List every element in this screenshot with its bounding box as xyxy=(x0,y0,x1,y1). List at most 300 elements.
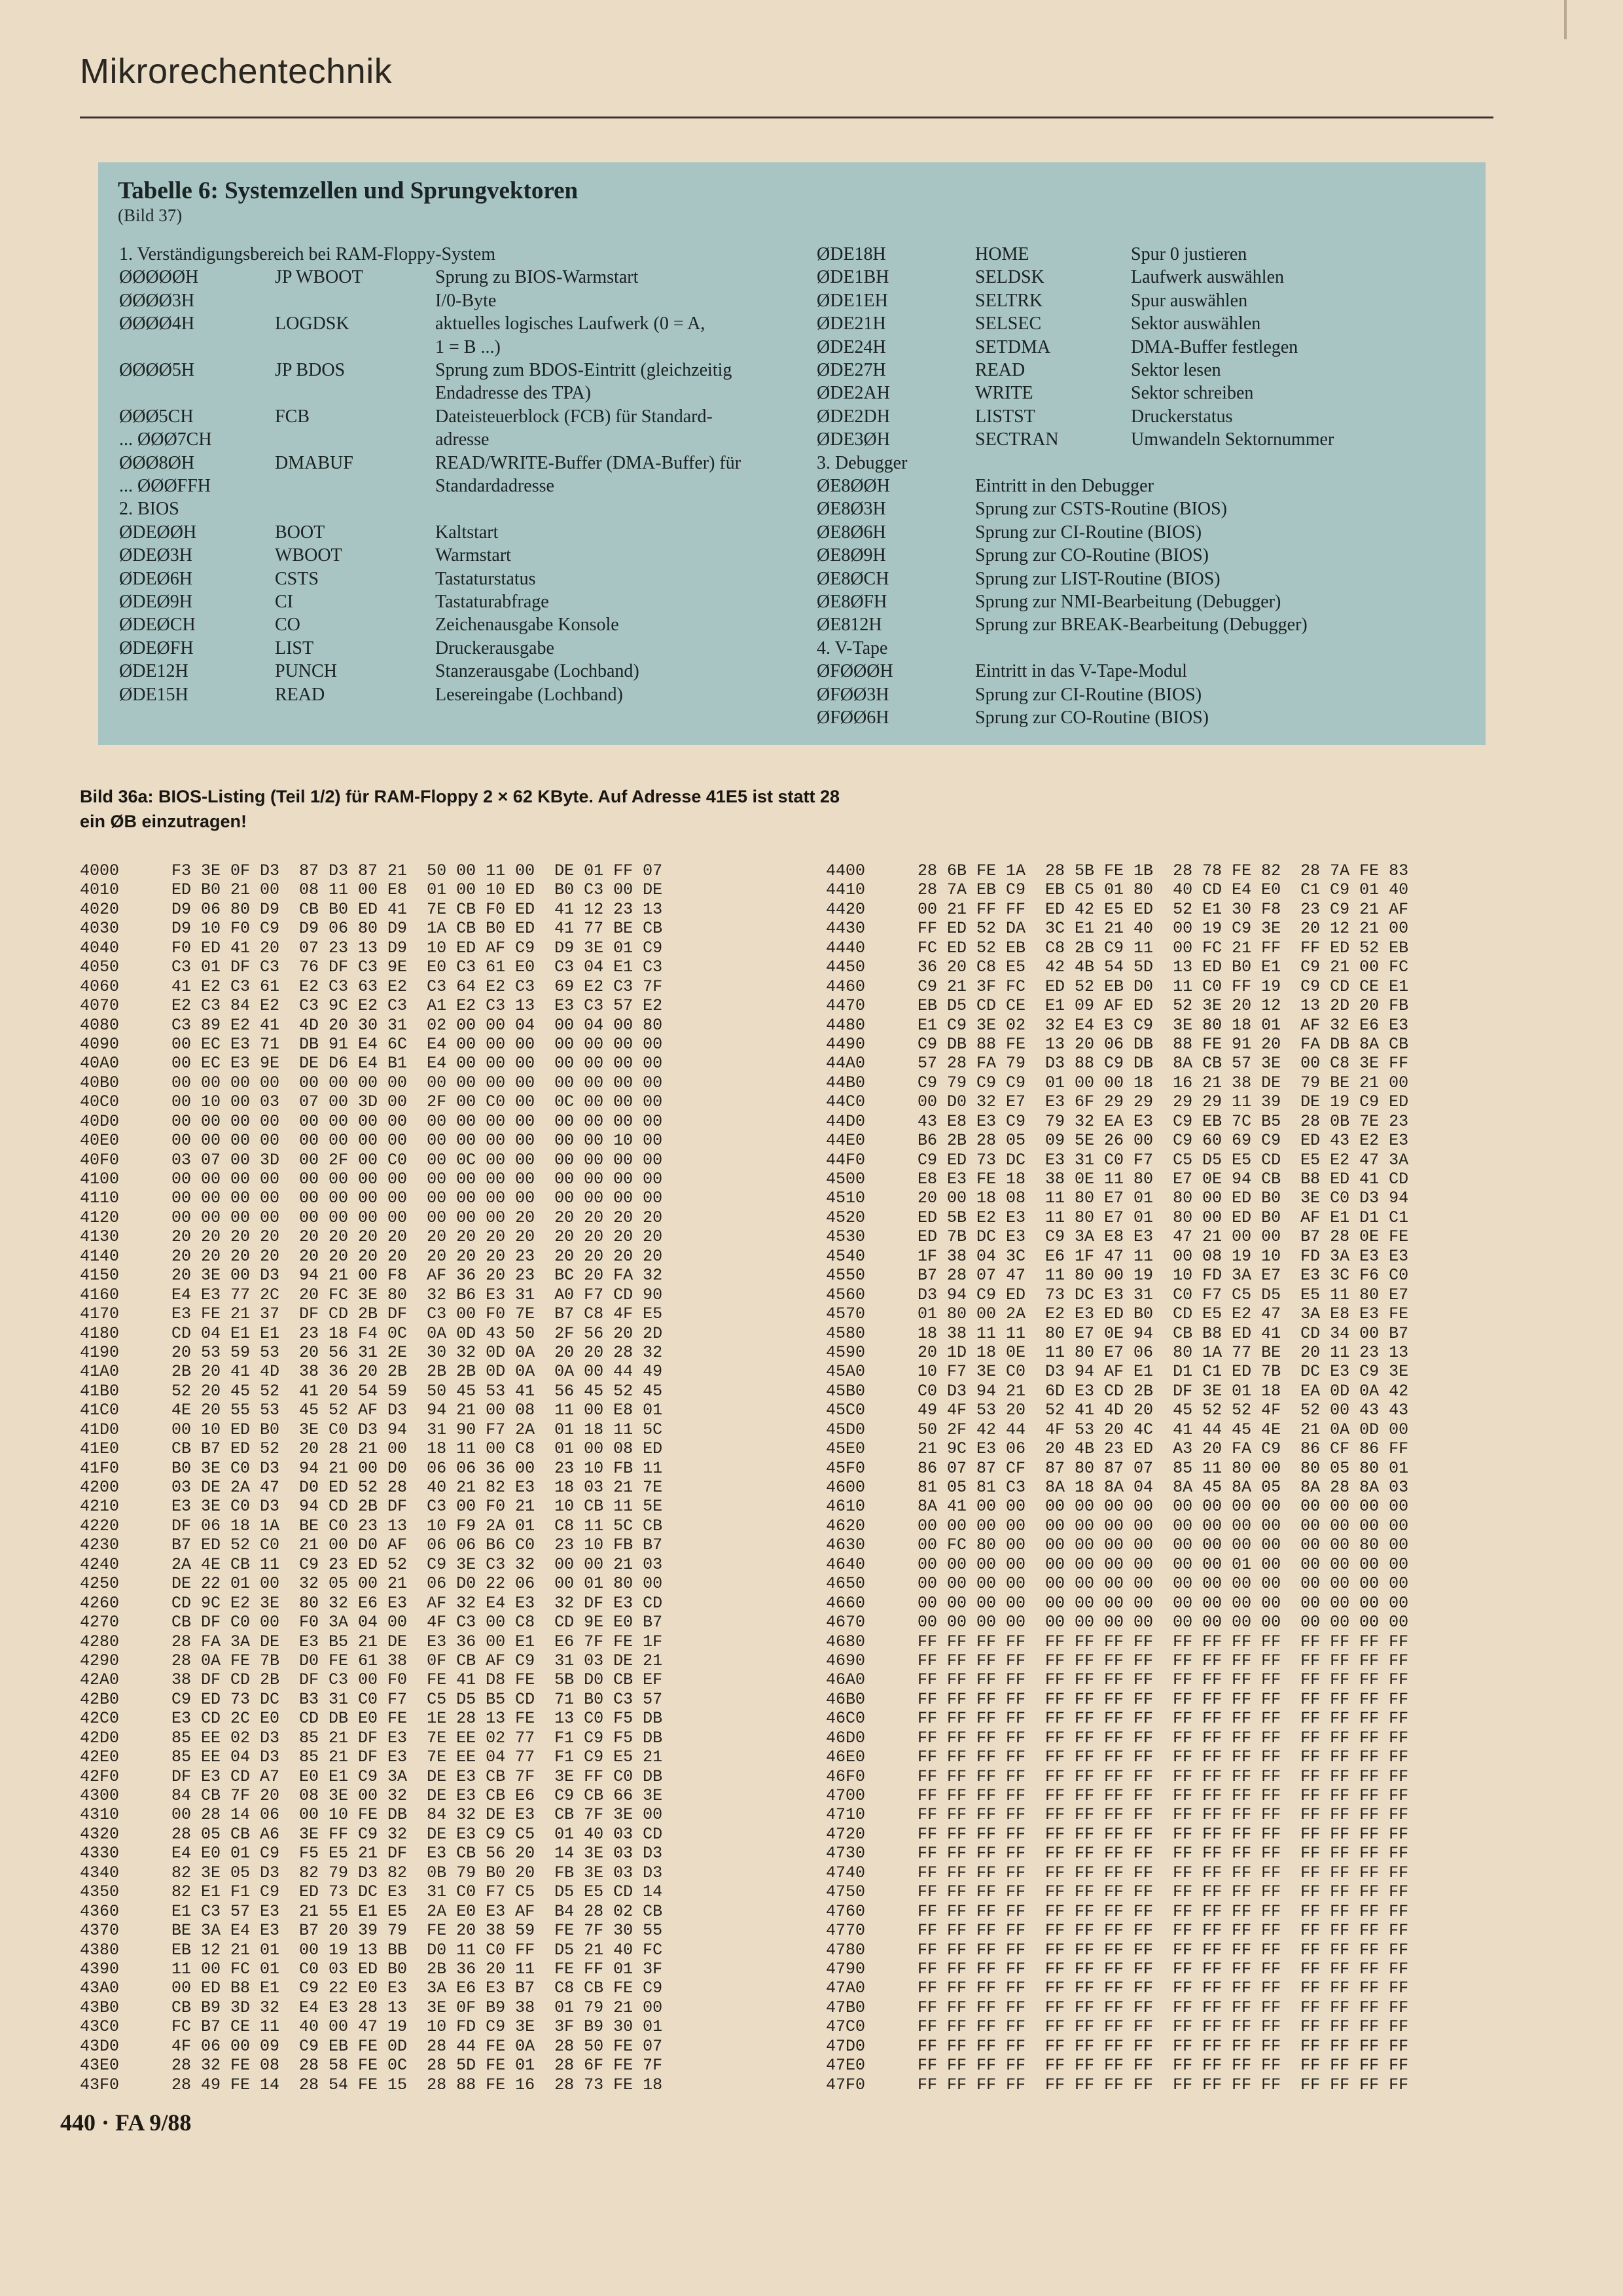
listing-address: 43D0 xyxy=(80,2036,120,2056)
table-cell-addr: 2. BIOS xyxy=(119,499,179,520)
listing-address: 4030 xyxy=(80,919,120,939)
listing-line xyxy=(826,1382,1408,1401)
table-cell-addr: ØØØ8ØH xyxy=(119,452,195,473)
listing-address: 46F0 xyxy=(826,1767,866,1786)
system-cells-table xyxy=(98,162,1486,745)
listing-line xyxy=(826,1208,1408,1227)
listing-address: 4200 xyxy=(80,1478,120,1497)
listing-bytes: E3 CD 2C E0 CD DB E0 FE 1E 28 13 FE 13 C0 F5 DB xyxy=(171,1709,663,1729)
table-cell-addr: ØØØ5CH xyxy=(119,406,194,427)
listing-address: 4490 xyxy=(826,1034,866,1054)
table-cell-addr: 3. Debugger xyxy=(817,452,908,473)
listing-line xyxy=(826,1690,1408,1709)
hex-listing-left xyxy=(80,861,662,2094)
listing-address: 45E0 xyxy=(826,1439,866,1459)
table-cell-addr: ØDE12H xyxy=(119,661,188,682)
table-cell-label: LISTST xyxy=(975,406,1035,427)
listing-bytes: 11 00 FC 01 C0 03 ED B0 2B 36 20 11 FE FF 01 3F xyxy=(171,1959,663,1979)
listing-address: 4130 xyxy=(80,1227,120,1247)
table-title: Tabelle 6: Systemzellen und Sprungvektoren xyxy=(118,177,579,204)
listing-address: 45F0 xyxy=(826,1458,866,1478)
listing-address: 4730 xyxy=(826,1844,866,1863)
listing-bytes: 03 DE 2A 47 D0 ED 52 28 40 21 82 E3 18 03 21 7E xyxy=(171,1478,663,1497)
listing-line xyxy=(826,1170,1408,1189)
table-cell-desc: Endadresse des TPA) xyxy=(435,383,591,404)
table-cell-addr: ØDE21H xyxy=(817,314,886,334)
listing-line xyxy=(80,1151,662,1170)
listing-bytes: B0 3E C0 D3 94 21 00 D0 06 06 36 00 23 10 FB 11 xyxy=(171,1458,663,1478)
table-cell-label: LIST xyxy=(275,637,314,658)
listing-address: 4780 xyxy=(826,1940,866,1960)
listing-address: 4640 xyxy=(826,1554,866,1574)
listing-bytes: C0 D3 94 21 6D E3 CD 2B DF 3E 01 18 EA 0D 0A 42 xyxy=(918,1381,1409,1401)
listing-line xyxy=(80,1285,662,1304)
listing-line xyxy=(80,1979,662,1998)
listing-line xyxy=(80,1439,662,1458)
listing-line xyxy=(80,1497,662,1516)
listing-address: 4610 xyxy=(826,1497,866,1516)
listing-bytes: FF FF FF FF FF FF FF FF FF FF FF FF FF FF FF FF xyxy=(918,1651,1409,1670)
listing-bytes: C9 79 C9 C9 01 00 00 18 16 21 38 DE 79 BE 21 00 xyxy=(918,1073,1409,1092)
table-cell-label: Sprung zur CO-Routine (BIOS) xyxy=(975,708,1209,728)
listing-bytes: B6 2B 28 05 09 5E 26 00 C9 60 69 C9 ED 43 E2 E3 xyxy=(918,1131,1409,1151)
table-cell-addr: ØE8ØFH xyxy=(817,592,887,612)
listing-address: 43F0 xyxy=(80,2075,120,2094)
table-cell-addr: 4. V-Tape xyxy=(817,637,888,658)
table-cell-desc: Sektor lesen xyxy=(1131,360,1221,380)
listing-line xyxy=(826,1670,1408,1689)
listing-address: 44F0 xyxy=(826,1150,866,1170)
listing-bytes: 00 D0 32 E7 E3 6F 29 29 29 29 11 39 DE 19 C9 ED xyxy=(918,1092,1409,1112)
listing-bytes: 28 05 CB A6 3E FF C9 32 DE E3 C9 C5 01 40 03 CD xyxy=(171,1824,663,1844)
listing-address: 4300 xyxy=(80,1786,120,1805)
listing-line xyxy=(826,1439,1408,1458)
listing-bytes: FF FF FF FF FF FF FF FF FF FF FF FF FF FF FF FF xyxy=(918,1940,1409,1960)
listing-bytes: FF FF FF FF FF FF FF FF FF FF FF FF FF FF FF FF xyxy=(918,1824,1409,1844)
hex-listing-right xyxy=(826,861,1408,2094)
listing-bytes: 00 21 FF FF ED 42 E5 ED 52 E1 30 F8 23 C9 21 AF xyxy=(918,899,1409,919)
listing-bytes: 00 00 00 00 00 00 00 00 00 00 00 00 00 00 00 00 xyxy=(918,1574,1409,1594)
listing-address: 4320 xyxy=(80,1824,120,1844)
listing-address: 4430 xyxy=(826,919,866,939)
listing-line xyxy=(826,1535,1408,1554)
listing-line xyxy=(80,1227,662,1246)
table-cell-addr: 1. Verständigungsbereich bei RAM-Floppy-System xyxy=(119,244,495,264)
listing-bytes: 20 3E 00 D3 94 21 00 F8 AF 36 20 23 BC 20 FA 32 xyxy=(171,1266,663,1285)
listing-bytes: 43 E8 E3 C9 79 32 EA E3 C9 EB 7C B5 28 0B 7E 23 xyxy=(918,1111,1409,1131)
table-cell-label: Sprung zur CI-Routine (BIOS) xyxy=(975,684,1202,705)
table-cell-desc: Standardadresse xyxy=(435,476,554,496)
listing-line xyxy=(80,1825,662,1844)
listing-address: 4620 xyxy=(826,1516,866,1535)
listing-address: 4440 xyxy=(826,938,866,958)
listing-bytes: 00 00 00 00 00 00 00 00 00 00 00 00 00 00 00 00 xyxy=(171,1189,663,1208)
table-cell-addr: ØFØØ6H xyxy=(817,708,889,728)
listing-bytes: FF FF FF FF FF FF FF FF FF FF FF FF FF FF FF FF xyxy=(918,1786,1409,1805)
listing-line xyxy=(80,1594,662,1613)
listing-bytes: 00 00 00 00 00 00 00 00 00 00 00 00 00 00 00 00 xyxy=(171,1170,663,1189)
listing-bytes: 28 6B FE 1A 28 5B FE 1B 28 78 FE 82 28 7A FE 83 xyxy=(918,861,1409,880)
listing-address: 4070 xyxy=(80,996,120,1016)
listing-bytes: 38 DF CD 2B DF C3 00 F0 FE 41 D8 FE 5B D0 CB EF xyxy=(171,1670,663,1690)
listing-line xyxy=(826,1748,1408,1767)
listing-bytes: FC ED 52 EB C8 2B C9 11 00 FC 21 FF FF ED 52 EB xyxy=(918,938,1409,958)
listing-line xyxy=(826,1941,1408,1960)
listing-line xyxy=(80,1555,662,1574)
listing-bytes: 82 3E 05 D3 82 79 D3 82 0B 79 B0 20 FB 3E 03 D3 xyxy=(171,1863,663,1882)
listing-line xyxy=(826,1844,1408,1863)
table-cell-addr: ØDEØ6H xyxy=(119,568,192,589)
listing-address: 4790 xyxy=(826,1959,866,1979)
listing-address: 4690 xyxy=(826,1651,866,1670)
listing-bytes: CB B9 3D 32 E4 E3 28 13 3E 0F B9 38 01 79 21 00 xyxy=(171,1998,663,2017)
listing-bytes: D9 10 F0 C9 D9 06 80 D9 1A CB B0 ED 41 77 BE CB xyxy=(171,919,663,939)
listing-bytes: 00 00 00 00 00 00 00 00 00 00 00 00 00 00 00 00 xyxy=(171,1073,663,1092)
table-cell-addr: ØFØØ3H xyxy=(817,684,889,705)
table-cell-addr: ØØØØ3H xyxy=(119,290,195,311)
listing-line xyxy=(80,900,662,919)
table-cell-label: LOGDSK xyxy=(275,314,349,334)
listing-line xyxy=(80,1343,662,1362)
listing-bytes: D3 94 C9 ED 73 DC E3 31 C0 F7 C5 D5 E5 11 80 E7 xyxy=(918,1285,1409,1304)
listing-address: 47F0 xyxy=(826,2075,866,2094)
table-cell-desc: Tastaturabfrage xyxy=(435,592,549,612)
listing-bytes: 00 10 ED B0 3E C0 D3 94 31 90 F7 2A 01 18 11 5C xyxy=(171,1420,663,1439)
listing-line xyxy=(826,1729,1408,1748)
table-cell-label: SELTRK xyxy=(975,290,1043,311)
listing-line xyxy=(80,958,662,977)
listing-line xyxy=(826,1073,1408,1092)
listing-address: 4120 xyxy=(80,1208,120,1227)
listing-line xyxy=(826,1921,1408,1940)
listing-line xyxy=(80,1805,662,1824)
table-cell-label: JP WBOOT xyxy=(275,267,363,288)
listing-bytes: 28 49 FE 14 28 54 FE 15 28 88 FE 16 28 73 FE 18 xyxy=(171,2075,663,2094)
listing-bytes: 10 F7 3E C0 D3 94 AF E1 D1 C1 ED 7B DC E3 C9 3E xyxy=(918,1362,1409,1382)
listing-bytes: FF FF FF FF FF FF FF FF FF FF FF FF FF FF FF FF xyxy=(918,2075,1409,2094)
listing-address: 4020 xyxy=(80,899,120,919)
listing-address: 42E0 xyxy=(80,1748,120,1767)
listing-line xyxy=(80,861,662,880)
listing-address: 4680 xyxy=(826,1632,866,1651)
listing-line xyxy=(826,1613,1408,1632)
listing-address: 46B0 xyxy=(826,1689,866,1709)
listing-bytes: 28 FA 3A DE E3 B5 21 DE E3 36 00 E1 E6 7F FE 1F xyxy=(171,1632,663,1651)
listing-bytes: F0 ED 41 20 07 23 13 D9 10 ED AF C9 D9 3E 01 C9 xyxy=(171,938,663,958)
table-cell-addr: ØDE27H xyxy=(817,360,886,380)
listing-bytes: FF FF FF FF FF FF FF FF FF FF FF FF FF FF FF FF xyxy=(918,1921,1409,1941)
listing-address: 4410 xyxy=(826,880,866,900)
listing-bytes: FF FF FF FF FF FF FF FF FF FF FF FF FF FF FF FF xyxy=(918,2036,1409,2056)
listing-address: 4000 xyxy=(80,861,120,880)
table-cell-label: SETDMA xyxy=(975,336,1051,357)
listing-bytes: DF 06 18 1A BE C0 23 13 10 F9 2A 01 C8 11 5C CB xyxy=(171,1516,663,1535)
listing-line xyxy=(826,861,1408,880)
listing-line xyxy=(80,919,662,938)
table-cell-label: Sprung zur CO-Routine (BIOS) xyxy=(975,545,1209,566)
listing-line xyxy=(826,1805,1408,1824)
listing-line xyxy=(80,2075,662,2094)
listing-address: 42F0 xyxy=(80,1767,120,1786)
listing-line xyxy=(80,1882,662,1901)
listing-address: 47E0 xyxy=(826,2056,866,2075)
listing-line xyxy=(80,1382,662,1401)
listing-address: 40F0 xyxy=(80,1150,120,1170)
listing-bytes: B7 28 07 47 11 80 00 19 10 FD 3A E7 E3 3C F6 C0 xyxy=(918,1266,1409,1285)
table-cell-desc: Sektor schreiben xyxy=(1131,383,1254,404)
listing-line xyxy=(826,977,1408,996)
table-cell-addr: ØDE2AH xyxy=(817,383,890,404)
listing-line xyxy=(80,1670,662,1689)
listing-bytes: FF FF FF FF FF FF FF FF FF FF FF FF FF FF FF FF xyxy=(918,1882,1409,1902)
listing-address: 4630 xyxy=(826,1535,866,1555)
listing-bytes: FF FF FF FF FF FF FF FF FF FF FF FF FF FF FF FF xyxy=(918,1863,1409,1882)
listing-address: 4530 xyxy=(826,1227,866,1247)
listing-address: 4170 xyxy=(80,1304,120,1324)
listing-address: 4110 xyxy=(80,1189,120,1208)
listing-address: 46A0 xyxy=(826,1670,866,1690)
listing-address: 47B0 xyxy=(826,1998,866,2017)
table-cell-desc: 1 = B ...) xyxy=(435,336,501,357)
listing-line xyxy=(80,1651,662,1670)
header-rule xyxy=(80,117,1493,118)
listing-line xyxy=(80,1478,662,1497)
listing-line xyxy=(826,1054,1408,1073)
table-cell-desc: Tastaturstatus xyxy=(435,568,536,589)
listing-line xyxy=(80,1131,662,1150)
listing-address: 4560 xyxy=(826,1285,866,1304)
listing-bytes: E1 C9 3E 02 32 E4 E3 C9 3E 80 18 01 AF 32 E6 E3 xyxy=(918,1015,1409,1035)
listing-line xyxy=(826,958,1408,977)
table-cell-label: FCB xyxy=(275,406,310,427)
table-cell-addr: ØØØØ4H xyxy=(119,314,195,334)
listing-line xyxy=(826,1767,1408,1786)
listing-line xyxy=(80,1401,662,1420)
listing-address: 4670 xyxy=(826,1613,866,1632)
table-cell-desc: Stanzerausgabe (Lochband) xyxy=(435,661,639,682)
listing-bytes: 00 00 00 00 00 00 00 00 00 00 01 00 00 00 00 00 xyxy=(918,1554,1409,1574)
listing-bytes: 2B 20 41 4D 38 36 20 2B 2B 2B 0D 0A 0A 00 44 49 xyxy=(171,1362,663,1382)
listing-bytes: FF FF FF FF FF FF FF FF FF FF FF FF FF FF FF FF xyxy=(918,1844,1409,1863)
table-cell-addr: ØDEØØH xyxy=(119,522,197,543)
listing-bytes: C9 ED 73 DC E3 31 C0 F7 C5 D5 E5 CD E5 E2 47 3A xyxy=(918,1150,1409,1170)
listing-line xyxy=(826,1401,1408,1420)
listing-line xyxy=(826,1362,1408,1381)
listing-bytes: 52 20 45 52 41 20 54 59 50 45 53 41 56 45 52 45 xyxy=(171,1381,663,1401)
listing-address: 4770 xyxy=(826,1921,866,1941)
listing-address: 4510 xyxy=(826,1189,866,1208)
listing-line xyxy=(826,1324,1408,1343)
listing-bytes: FF FF FF FF FF FF FF FF FF FF FF FF FF FF FF FF xyxy=(918,1728,1409,1748)
listing-line xyxy=(80,1632,662,1651)
listing-line xyxy=(80,1170,662,1189)
listing-line xyxy=(826,1092,1408,1111)
listing-address: 40A0 xyxy=(80,1054,120,1073)
listing-address: 4650 xyxy=(826,1574,866,1594)
listing-line xyxy=(80,1690,662,1709)
table-cell-label: DMABUF xyxy=(275,452,353,473)
listing-line xyxy=(826,1343,1408,1362)
listing-bytes: CD 04 E1 E1 23 18 F4 0C 0A 0D 43 50 2F 56 20 2D xyxy=(171,1323,663,1343)
table-cell-addr: ØDEØ9H xyxy=(119,592,192,612)
listing-bytes: C3 01 DF C3 76 DF C3 9E E0 C3 61 E0 C3 04 E1 C3 xyxy=(171,958,663,977)
listing-address: 4350 xyxy=(80,1882,120,1902)
listing-address: 41D0 xyxy=(80,1420,120,1439)
table-cell-desc: Sprung zum BDOS-Eintritt (gleichzeitig xyxy=(435,360,732,380)
listing-line xyxy=(80,1998,662,2017)
listing-line xyxy=(80,1709,662,1728)
listing-address: 4540 xyxy=(826,1246,866,1266)
listing-bytes: 00 00 00 00 00 00 00 00 00 00 00 00 00 00 00 00 xyxy=(918,1613,1409,1632)
listing-line xyxy=(826,1478,1408,1497)
table-cell-desc: Sektor auswählen xyxy=(1131,314,1261,334)
listing-bytes: E1 C3 57 E3 21 55 E1 E5 2A E0 E3 AF B4 28 02 CB xyxy=(171,1901,663,1921)
listing-address: 42A0 xyxy=(80,1670,120,1690)
listing-bytes: FF FF FF FF FF FF FF FF FF FF FF FF FF FF FF FF xyxy=(918,1689,1409,1709)
listing-address: 4760 xyxy=(826,1901,866,1921)
listing-bytes: 00 FC 80 00 00 00 00 00 00 00 00 00 00 00 80 00 xyxy=(918,1535,1409,1555)
listing-address: 4090 xyxy=(80,1034,120,1054)
listing-line xyxy=(826,1998,1408,2017)
listing-bytes: 01 80 00 2A E2 E3 ED B0 CD E5 E2 47 3A E8 E3 FE xyxy=(918,1304,1409,1324)
listing-line xyxy=(80,1516,662,1535)
listing-address: 42C0 xyxy=(80,1709,120,1729)
listing-line xyxy=(80,1073,662,1092)
listing-address: 4220 xyxy=(80,1516,120,1535)
listing-address: 41A0 xyxy=(80,1362,120,1382)
listing-line xyxy=(826,900,1408,919)
table-cell-addr: ØE8Ø6H xyxy=(817,522,886,543)
listing-address: 41E0 xyxy=(80,1439,120,1459)
listing-line xyxy=(80,1535,662,1554)
listing-address: 4310 xyxy=(80,1805,120,1825)
listing-bytes: 84 CB 7F 20 08 3E 00 32 DE E3 CB E6 C9 CB 66 3E xyxy=(171,1786,663,1805)
listing-line xyxy=(80,880,662,899)
listing-line xyxy=(826,1420,1408,1439)
table-cell-desc: Kaltstart xyxy=(435,522,499,543)
listing-address: 4740 xyxy=(826,1863,866,1882)
listing-line xyxy=(80,1324,662,1343)
listing-line xyxy=(826,1516,1408,1535)
listing-line xyxy=(826,1227,1408,1246)
listing-line xyxy=(826,1786,1408,1805)
listing-bytes: 4F 06 00 09 C9 EB FE 0D 28 44 FE 0A 28 50 FE 07 xyxy=(171,2036,663,2056)
listing-line xyxy=(826,939,1408,958)
table-cell-label: Eintritt in das V-Tape-Modul xyxy=(975,661,1187,682)
listing-line xyxy=(80,1016,662,1035)
listing-bytes: 20 20 20 20 20 20 20 20 20 20 20 23 20 20 20 20 xyxy=(171,1246,663,1266)
listing-address: 44D0 xyxy=(826,1111,866,1131)
listing-bytes: FF FF FF FF FF FF FF FF FF FF FF FF FF FF FF FF xyxy=(918,1901,1409,1921)
listing-bytes: D9 06 80 D9 CB B0 ED 41 7E CB F0 ED 41 12 23 13 xyxy=(171,899,663,919)
table-cell-addr: ØDE15H xyxy=(119,684,188,705)
listing-address: 46E0 xyxy=(826,1748,866,1767)
listing-address: 44C0 xyxy=(826,1092,866,1112)
listing-bytes: 50 2F 42 44 4F 53 20 4C 41 44 45 4E 21 0A 0D 00 xyxy=(918,1420,1409,1439)
listing-bytes: EB 12 21 01 00 19 13 BB D0 11 C0 FF D5 21 40 FC xyxy=(171,1940,663,1960)
listing-address: 45C0 xyxy=(826,1401,866,1420)
listing-line xyxy=(826,1459,1408,1478)
table-cell-desc: I/0-Byte xyxy=(435,290,497,311)
listing-line xyxy=(80,1863,662,1882)
listing-line xyxy=(826,996,1408,1015)
listing-line xyxy=(826,2037,1408,2056)
table-cell-addr: ØE8Ø3H xyxy=(817,499,886,520)
listing-address: 4050 xyxy=(80,958,120,977)
listing-address: 4190 xyxy=(80,1342,120,1362)
listing-address: 4210 xyxy=(80,1497,120,1516)
listing-address: 4080 xyxy=(80,1015,120,1035)
table-cell-desc: Druckerstatus xyxy=(1131,406,1233,427)
table-cell-addr: ØDE1EH xyxy=(817,290,888,311)
table-subtitle: (Bild 37) xyxy=(118,206,183,225)
table-cell-label: JP BDOS xyxy=(275,360,346,380)
table-cell-addr: ØDE2DH xyxy=(817,406,890,427)
listing-address: 4390 xyxy=(80,1959,120,1979)
listing-address: 44B0 xyxy=(826,1073,866,1092)
listing-address: 4660 xyxy=(826,1593,866,1613)
listing-line xyxy=(826,1016,1408,1035)
listing-address: 40C0 xyxy=(80,1092,120,1112)
listing-address: 4040 xyxy=(80,938,120,958)
listing-bytes: EB D5 CD CE E1 09 AF ED 52 3E 20 12 13 2D 20 FB xyxy=(918,996,1409,1016)
listing-line xyxy=(80,939,662,958)
table-cell-desc: Lesereingabe (Lochband) xyxy=(435,684,623,705)
listing-line xyxy=(80,2017,662,2036)
listing-bytes: FF FF FF FF FF FF FF FF FF FF FF FF FF FF FF FF xyxy=(918,1959,1409,1979)
listing-address: 47A0 xyxy=(826,1979,866,1998)
listing-line xyxy=(826,2056,1408,2075)
listing-address: 46C0 xyxy=(826,1709,866,1729)
listing-bytes: C9 21 3F FC ED 52 EB D0 11 C0 FF 19 C9 CD CE E1 xyxy=(918,977,1409,996)
listing-bytes: 00 10 00 03 07 00 3D 00 2F 00 C0 00 0C 00 00 00 xyxy=(171,1092,663,1112)
listing-address: 4340 xyxy=(80,1863,120,1882)
listing-address: 4480 xyxy=(826,1015,866,1035)
listing-bytes: 36 20 C8 E5 42 4B 54 5D 13 ED B0 E1 C9 21 00 FC xyxy=(918,958,1409,977)
listing-address: 40B0 xyxy=(80,1073,120,1092)
table-cell-label: Sprung zur NMI-Bearbeitung (Debugger) xyxy=(975,592,1281,612)
table-cell-desc: Laufwerk auswählen xyxy=(1131,267,1285,288)
listing-line xyxy=(80,1921,662,1940)
listing-address: 4590 xyxy=(826,1342,866,1362)
listing-address: 4710 xyxy=(826,1805,866,1825)
listing-bytes: CD 9C E2 3E 80 32 E6 E3 AF 32 E4 E3 32 DF E3 CD xyxy=(171,1593,663,1613)
listing-bytes: 00 00 00 00 00 00 00 00 00 00 00 00 00 00 00 00 xyxy=(918,1593,1409,1613)
listing-bytes: ED 7B DC E3 C9 3A E8 E3 47 21 00 00 B7 28 0E FE xyxy=(918,1227,1409,1247)
listing-bytes: 20 00 18 08 11 80 E7 01 80 00 ED B0 3E C0 D3 94 xyxy=(918,1189,1409,1208)
listing-address: 4580 xyxy=(826,1323,866,1343)
listing-bytes: 4E 20 55 53 45 52 AF D3 94 21 00 08 11 00 E8 01 xyxy=(171,1401,663,1420)
listing-bytes: F3 3E 0F D3 87 D3 87 21 50 00 11 00 DE 01 FF 07 xyxy=(171,861,663,880)
listing-bytes: 03 07 00 3D 00 2F 00 C0 00 0C 00 00 00 00 00 00 xyxy=(171,1150,663,1170)
table-cell-label: READ xyxy=(275,684,325,705)
listing-bytes: FF FF FF FF FF FF FF FF FF FF FF FF FF FF FF FF xyxy=(918,1767,1409,1786)
listing-address: 4520 xyxy=(826,1208,866,1227)
listing-line xyxy=(826,1882,1408,1901)
listing-address: 4450 xyxy=(826,958,866,977)
listing-address: 4260 xyxy=(80,1593,120,1613)
table-cell-addr: ØE812H xyxy=(817,615,882,636)
table-cell-label: SECTRAN xyxy=(975,429,1059,450)
listing-line xyxy=(826,2075,1408,2094)
listing-bytes: FF FF FF FF FF FF FF FF FF FF FF FF FF FF FF FF xyxy=(918,1670,1409,1690)
listing-line xyxy=(826,1497,1408,1516)
listing-address: 4470 xyxy=(826,996,866,1016)
listing-bytes: E3 3E C0 D3 94 CD 2B DF C3 00 F0 21 10 CB 11 5E xyxy=(171,1497,663,1516)
table-cell-desc: READ/WRITE-Buffer (DMA-Buffer) für xyxy=(435,452,741,473)
listing-bytes: 86 07 87 CF 87 80 87 07 85 11 80 00 80 05 80 01 xyxy=(918,1458,1409,1478)
listing-address: 41F0 xyxy=(80,1458,120,1478)
